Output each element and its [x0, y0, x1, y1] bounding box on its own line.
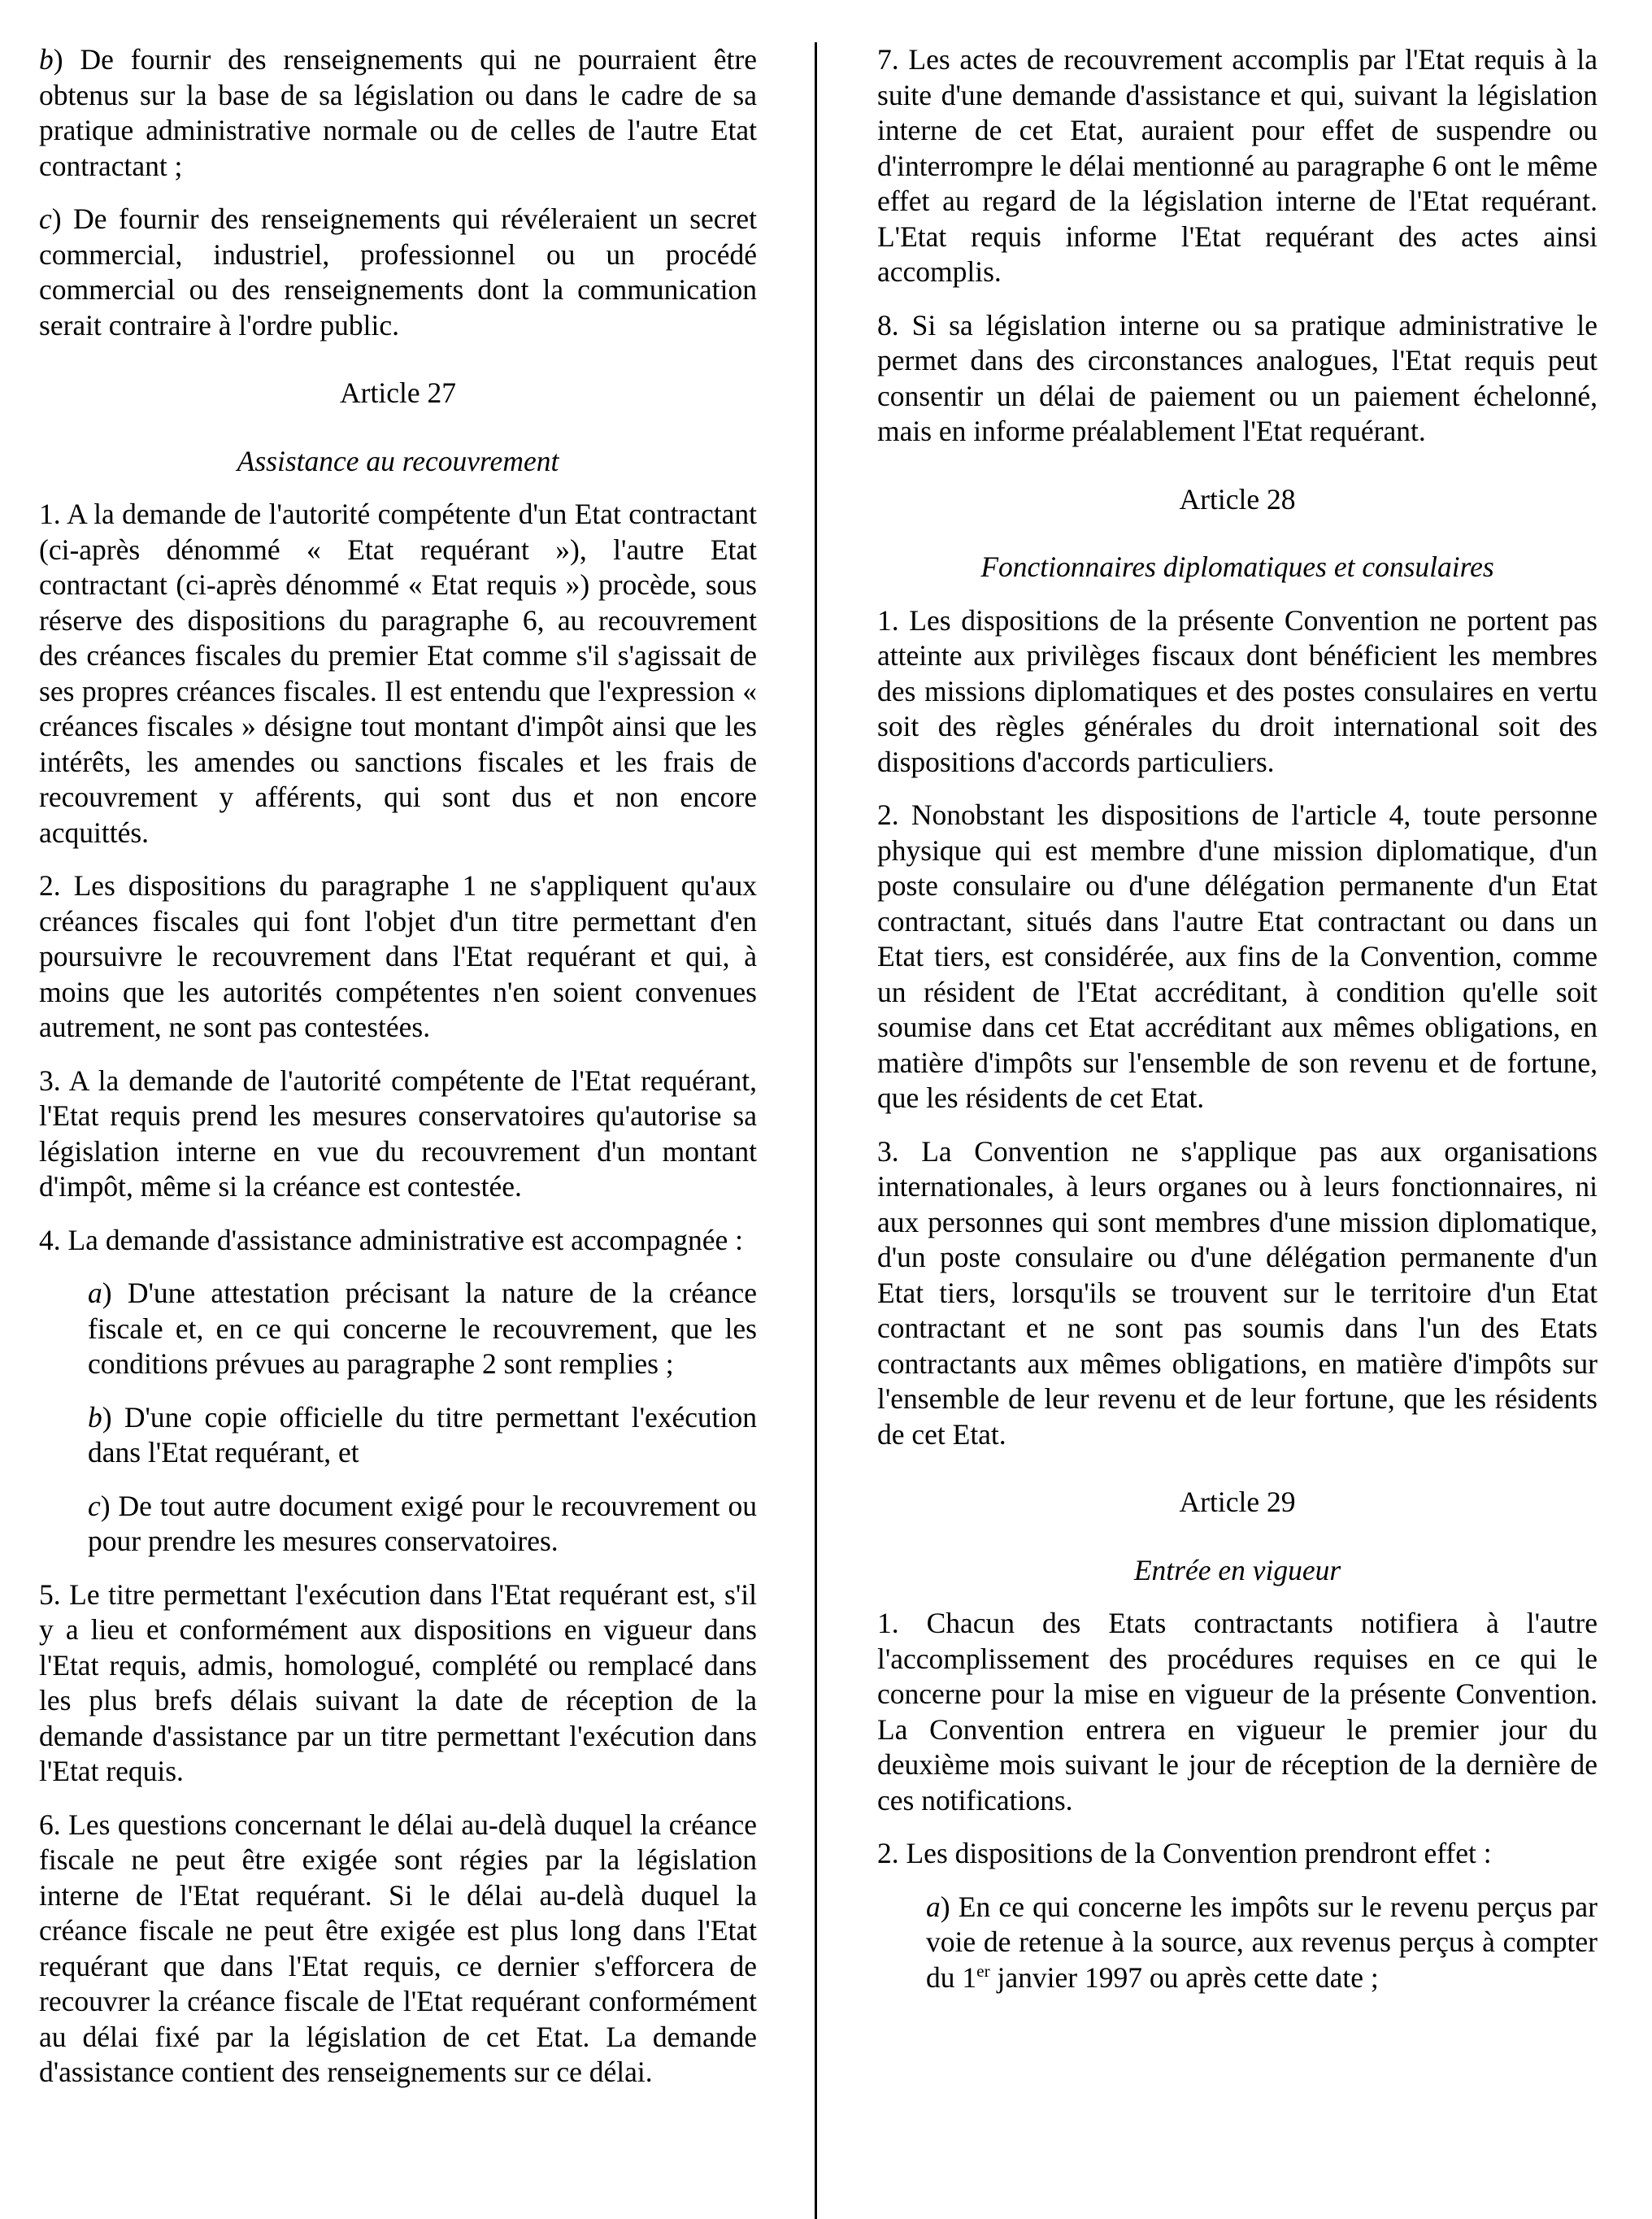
- article-27-paragraph-7: 7. Les actes de recouvrement accomplis par l'Etat requis à la suite d'une demande d'assistance et qui, suivant la législation interne de cet Etat, auraient pour effet de suspendre ou d'interrompre le délai mentionné au paragraphe 6 ont le même effet au regard de la législation interne de l'Etat requérant. L'Etat requis informe l'Etat requérant des actes ainsi accomplis.: [877, 43, 1598, 288]
- article-27-heading: Article 27: [340, 376, 456, 409]
- article-28-paragraph-3: 3. La Convention ne s'applique pas aux organisations internationales, à leurs organes ou à leurs fonctionnaires, ni aux personnes qui sont membres d'une mission diplomatique, d'un poste consulaire ou d'une délégation permanente d'un Etat tiers, lorsqu'ils se trouvent sur le territoire d'un Etat contractant et ne sont pas soumis dans l'un des Etats contractants aux mêmes obligations, en matière d'impôts sur l'ensemble de leur revenu et de leur fortune, que les résidents de cet Etat.: [877, 1134, 1598, 1451]
- column-divider: [815, 42, 817, 2219]
- article-28-heading: Article 28: [1179, 482, 1296, 516]
- article-29-paragraph-2: 2. Les dispositions de la Convention prendront effet :: [877, 1837, 1492, 1869]
- article-27-paragraph-6: 6. Les questions concernant le délai au-delà duquel la créance fiscale ne peut être exigée sont régies par la législation interne de l'Etat requérant. Si le délai au-delà duquel la créance fiscale ne peut être exigée est plus long dans l'Etat requérant que dans l'Etat requis, ce dernier s'efforcera de recouvrer la créance fiscale de l'Etat requérant conformément au délai fixé par la législation de cet Etat. La demande d'assistance contient des renseignements sur ce délai.: [39, 1808, 757, 2088]
- ordinal-superscript: er: [976, 1960, 990, 1981]
- paragraph-b: [39, 42, 757, 184]
- article-27-paragraph-3: 3. A la demande de l'autorité compétente de l'Etat requérant, l'Etat requis prend les mesures conservatoires qu'autorise sa législation interne en vue du recouvrement d'un montant d'impôt, même si la créance est contestée.: [39, 1064, 757, 1203]
- article-27-paragraph-2: 2. Les dispositions du paragraphe 1 ne s'appliquent qu'aux créances fiscales qui font l'objet d'un titre permettant d'en poursuivre le recouvrement dans l'Etat requérant et qui, à moins que les autorités compétentes n'en soient convenues autrement, ne sont pas contestées.: [39, 869, 757, 1043]
- paragraph-c: [39, 202, 757, 343]
- article-28-subtitle: Fonctionnaires diplomatiques et consulaires: [980, 550, 1494, 583]
- paragraph-text-end: janvier 1997 ou après cette date ;: [989, 1960, 1379, 1994]
- article-27-paragraph-1: 1. A la demande de l'autorité compétente d'un Etat contractant (ci-après dénommé « Etat requérant »), l'autre Etat contractant (ci-après dénommé « Etat requis ») procède, sous réserve des dispositions du paragraphe 6, au recouvrement des créances fiscales du premier Etat comme s'il s'agissait de ses propres créances fiscales. Il est entendu que l'expression « créances fiscales » désigne tout montant d'impôt ainsi que les intérêts, les amendes ou sanctions fiscales et les frais de recouvrement y afférents, qui sont dus et non encore acquittés.: [39, 498, 757, 849]
- article-29-subtitle: Entrée en vigueur: [1133, 1553, 1341, 1586]
- article-27-subtitle: Assistance au recouvrement: [237, 444, 559, 477]
- article-28-paragraph-1: 1. Les dispositions de la présente Convention ne portent pas atteinte aux privilèges fiscaux dont bénéficient les membres des missions diplomatiques et des postes consulaires en vertu soit des règles générales du droit international soit des dispositions d'accords particuliers.: [877, 603, 1598, 778]
- left-column: [39, 42, 757, 2108]
- item-letter: a: [926, 1890, 941, 1923]
- paragraph-text: ) De tout autre document exigé pour le recouvrement ou pour prendre les mesures conservatoires.: [88, 1489, 757, 1557]
- paragraph-text: ) D'une copie officielle du titre permettant l'exécution dans l'Etat requérant, et: [88, 1400, 757, 1468]
- article-27-paragraph-5: 5. Le titre permettant l'exécution dans l'Etat requérant est, s'il y a lieu et conformément aux dispositions en vigueur dans l'Etat requis, admis, homologué, complété ou remplacé dans les plus brefs délais suivant la date de réception de la demande d'assistance par un titre permettant l'exécution dans l'Etat requis.: [39, 1577, 757, 1787]
- item-letter: c: [88, 1489, 101, 1522]
- item-letter: a: [88, 1277, 102, 1309]
- article-29-heading: Article 29: [1179, 1486, 1296, 1518]
- article-29-paragraph-2-a: [926, 1890, 1598, 1996]
- item-letter: b: [39, 43, 54, 76]
- paragraph-text: ) En ce qui concerne les impôts sur le revenu perçus par voie de retenue à la source, aux revenus perçus à compter du 1: [926, 1890, 1598, 1994]
- article-27-paragraph-4-c: [88, 1489, 757, 1560]
- article-27-paragraph-4: 4. La demande d'assistance administrative est accompagnée :: [39, 1223, 743, 1256]
- paragraph-text: ) De fournir des renseignements qui révéleraient un secret commercial, industriel, professionnel ou un procédé commercial ou des renseignements dont la communication serait contraire à l'ordre public.: [39, 202, 757, 342]
- article-27-paragraph-4-a: [88, 1276, 757, 1382]
- paragraph-text: ) D'une attestation précisant la nature de la créance fiscale et, en ce qui concerne le recouvrement, que les conditions prévues au paragraphe 2 sont remplies ;: [88, 1277, 757, 1380]
- paragraph-text: ) De fournir des renseignements qui ne pourraient être obtenus sur la base de sa législation ou dans le cadre de sa pratique administrative normale ou de celles de l'autre Etat contractant ;: [39, 43, 757, 182]
- right-column: [877, 42, 1598, 2013]
- article-29-paragraph-1: 1. Chacun des Etats contractants notifiera à l'autre l'accomplissement des procédures requises en ce qui le concerne pour la mise en vigueur de la présente Convention. La Convention entrera en vigueur le premier jour du deuxième mois suivant le jour de réception de la dernière de ces notifications.: [877, 1607, 1598, 1817]
- article-28-paragraph-2: 2. Nonobstant les dispositions de l'article 4, toute personne physique qui est membre d'une mission diplomatique, d'un poste consulaire ou d'une délégation permanente d'un Etat contractant, situés dans l'autre Etat contractant ou dans un Etat tiers, est considérée, aux fins de la Convention, comme un résident de l'Etat accréditant, à condition qu'elle soit soumise dans cet Etat accréditant aux mêmes obligations, en matière d'impôts sur l'ensemble de son revenu et de fortune, que les résidents de cet Etat.: [877, 798, 1598, 1114]
- item-letter: b: [88, 1400, 102, 1434]
- article-27-paragraph-4-b: [88, 1400, 757, 1471]
- item-letter: c: [39, 202, 52, 235]
- article-27-paragraph-8: 8. Si sa législation interne ou sa pratique administrative le permet dans des circonstances analogues, l'Etat requis peut consentir un délai de paiement ou un paiement échelonné, mais en informe préalablement l'Etat requérant.: [877, 308, 1598, 447]
